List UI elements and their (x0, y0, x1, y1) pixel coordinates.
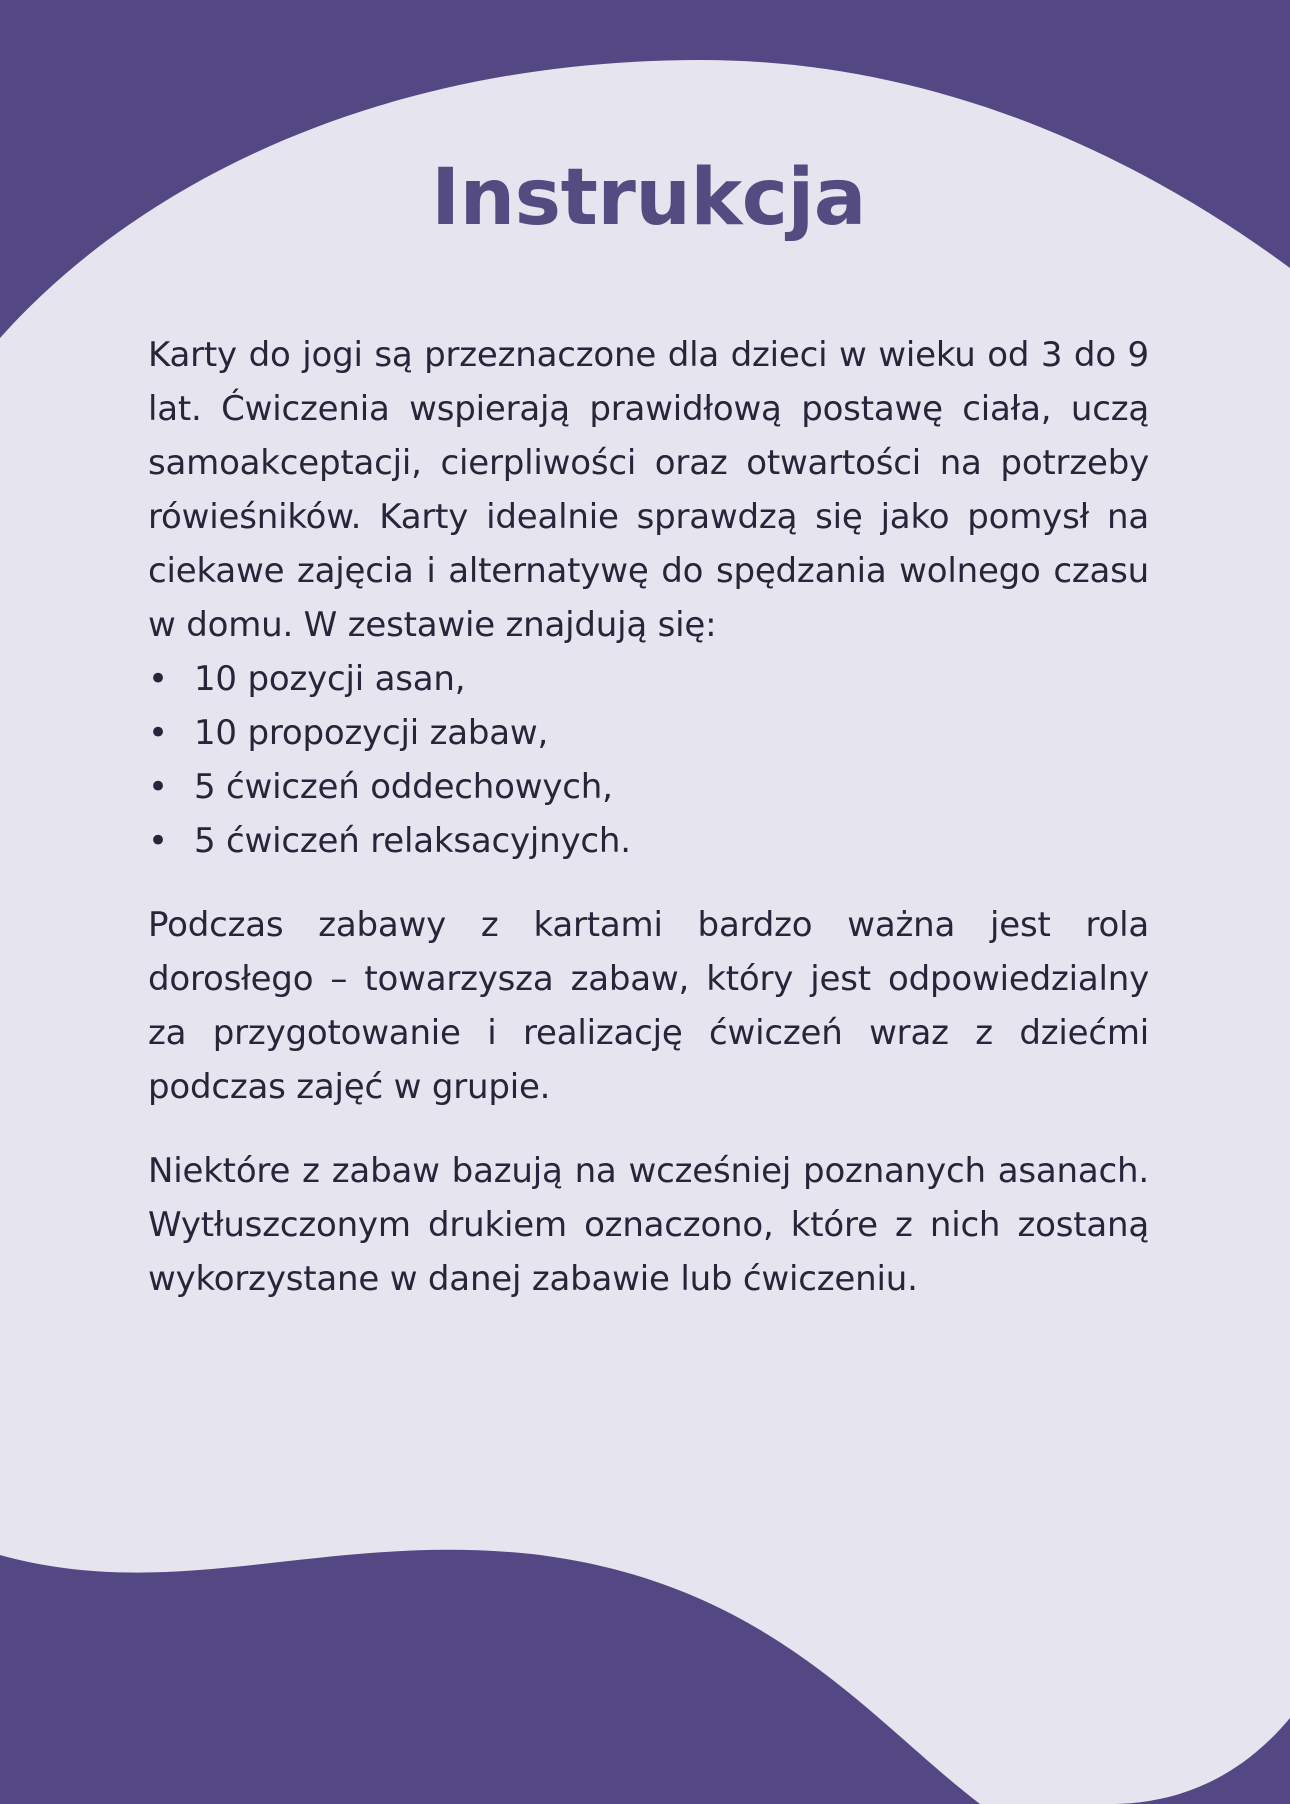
list-item-text: 10 propozycji zabaw, (194, 713, 549, 753)
instruction-content (148, 140, 1149, 1306)
list-item (148, 814, 1149, 868)
list-item (148, 652, 1149, 706)
list-item-text: 10 pozycji asan, (194, 659, 466, 699)
adult-role-paragraph: Podczas zabawy z kartami bardzo ważna jest rola dorosłego – towarzysza zabaw, który jest odpowiedzialny za przygotowanie i realizację ćwiczeń wraz z dziećmi podczas zajęć w grupie. (148, 905, 1149, 1107)
bullet-icon: • (148, 659, 168, 699)
bullet-icon: • (148, 767, 168, 807)
list-item (148, 760, 1149, 814)
list-item-text: 5 ćwiczeń oddechowych, (194, 767, 613, 807)
intro-paragraph: Karty do jogi są przeznaczone dla dzieci w wieku od 3 do 9 lat. Ćwiczenia wspierają prawidłową postawę ciała, uczą samoakceptacji, cierpliwości oraz otwartości na potrzeby rówieśników. Karty idealnie sprawdzą się jako pomysł na ciekawe zajęcia i alternatywę do spędzania wolnego czasu w domu. W zestawie znajdują się: (148, 335, 1149, 645)
list-item (148, 706, 1149, 760)
bullet-icon: • (148, 713, 168, 753)
bullet-icon: • (148, 821, 168, 861)
page-title: Instrukcja (431, 153, 866, 243)
asanas-note-paragraph: Niektóre z zabaw bazują na wcześniej poznanych asanach. Wytłuszczonym drukiem oznaczono, które z nich zostaną wykorzystane w danej zabawie lub ćwiczeniu. (148, 1151, 1149, 1299)
contents-list (148, 652, 1149, 868)
list-item-text: 5 ćwiczeń relaksacyjnych. (194, 821, 631, 861)
